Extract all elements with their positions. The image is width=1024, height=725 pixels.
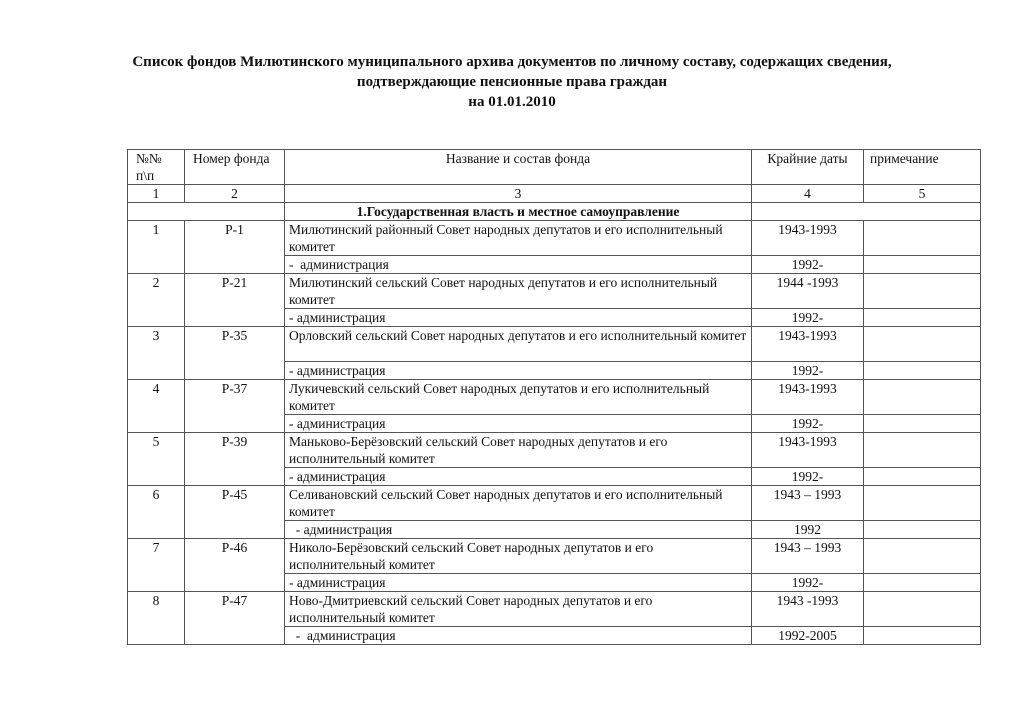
row-num: 3 bbox=[128, 327, 185, 380]
row-num: 4 bbox=[128, 380, 185, 433]
row-note bbox=[864, 327, 981, 362]
row-sub-note bbox=[864, 627, 981, 645]
row-sub-dates: 1992- bbox=[752, 309, 864, 327]
row-note bbox=[864, 380, 981, 415]
table-header-row bbox=[128, 150, 981, 185]
row-sub-name: - администрация bbox=[285, 415, 752, 433]
row-fund-name: Селивановский сельский Совет народных депутатов и его исполнительный комитет bbox=[285, 486, 752, 521]
row-fund-number: Р-35 bbox=[185, 327, 285, 380]
col-number: 5 bbox=[864, 185, 981, 203]
row-sub-note bbox=[864, 521, 981, 539]
row-fund-number: Р-39 bbox=[185, 433, 285, 486]
table-row bbox=[128, 380, 981, 415]
table-row bbox=[128, 539, 981, 574]
row-sub-note bbox=[864, 468, 981, 486]
row-fund-number: Р-45 bbox=[185, 486, 285, 539]
table-row bbox=[128, 274, 981, 309]
title-line-2: подтверждающие пенсионные права граждан bbox=[356, 74, 668, 90]
row-fund-number: Р-37 bbox=[185, 380, 285, 433]
row-sub-note bbox=[864, 256, 981, 274]
row-num: 6 bbox=[128, 486, 185, 539]
row-num: 1 bbox=[128, 221, 185, 274]
col-number: 2 bbox=[185, 185, 285, 203]
row-fund-name: Милютинский сельский Совет народных депутатов и его исполнительный комитет bbox=[285, 274, 752, 309]
header-dates: Крайние даты bbox=[752, 150, 864, 185]
row-sub-name: - администрация bbox=[285, 627, 752, 645]
row-sub-name: - администрация bbox=[285, 256, 752, 274]
row-fund-name: Николо-Берёзовский сельский Совет народных депутатов и его исполнительный комитет bbox=[285, 539, 752, 574]
row-note bbox=[864, 274, 981, 309]
table-row bbox=[128, 486, 981, 521]
row-sub-dates: 1992 bbox=[752, 521, 864, 539]
row-dates: 1943 – 1993 bbox=[752, 486, 864, 521]
row-sub-note bbox=[864, 415, 981, 433]
row-sub-note bbox=[864, 574, 981, 592]
row-fund-name: Милютинский районный Совет народных депутатов и его исполнительный комитет bbox=[285, 221, 752, 256]
row-num: 2 bbox=[128, 274, 185, 327]
row-sub-name: - администрация bbox=[285, 362, 752, 380]
row-note bbox=[864, 486, 981, 521]
row-dates: 1943-1993 bbox=[752, 433, 864, 468]
row-num: 8 bbox=[128, 592, 185, 645]
col-number: 1 bbox=[128, 185, 185, 203]
table-row bbox=[128, 221, 981, 256]
section-title: 1.Государственная власть и местное самоуправление bbox=[285, 203, 752, 221]
row-fund-number: Р-47 bbox=[185, 592, 285, 645]
row-fund-name: Орловский сельский Совет народных депутатов и его исполнительный комитет bbox=[285, 327, 752, 362]
row-dates: 1943 -1993 bbox=[752, 592, 864, 627]
row-note bbox=[864, 433, 981, 468]
table-row bbox=[128, 327, 981, 362]
title-line-1: Список фондов Милютинского муниципального архива документов по личному составу, содержащих сведения, bbox=[132, 54, 892, 70]
row-sub-dates: 1992- bbox=[752, 468, 864, 486]
header-note: примечание bbox=[864, 150, 981, 185]
row-sub-name: - администрация bbox=[285, 521, 752, 539]
table-row bbox=[128, 433, 981, 468]
row-fund-name: Маньково-Берёзовский сельский Совет народных депутатов и его исполнительный комитет bbox=[285, 433, 752, 468]
row-num: 7 bbox=[128, 539, 185, 592]
row-fund-name: Лукичевский сельский Совет народных депутатов и его исполнительный комитет bbox=[285, 380, 752, 415]
row-dates: 1943 – 1993 bbox=[752, 539, 864, 574]
row-sub-name: - администрация bbox=[285, 468, 752, 486]
row-note bbox=[864, 592, 981, 627]
row-fund-number: Р-46 bbox=[185, 539, 285, 592]
row-sub-dates: 1992- bbox=[752, 415, 864, 433]
row-fund-number: Р-1 bbox=[185, 221, 285, 274]
header-fund-number: Номер фонда bbox=[185, 150, 285, 185]
row-sub-name: - администрация bbox=[285, 574, 752, 592]
row-num: 5 bbox=[128, 433, 185, 486]
row-sub-dates: 1992-2005 bbox=[752, 627, 864, 645]
row-sub-dates: 1992- bbox=[752, 256, 864, 274]
row-dates: 1943-1993 bbox=[752, 327, 864, 362]
row-sub-note bbox=[864, 309, 981, 327]
row-fund-name: Ново-Дмитриевский сельский Совет народных депутатов и его исполнительный комитет bbox=[285, 592, 752, 627]
row-dates: 1943-1993 bbox=[752, 380, 864, 415]
row-note bbox=[864, 539, 981, 574]
row-sub-note bbox=[864, 362, 981, 380]
column-numbers-row bbox=[128, 185, 981, 203]
funds-table bbox=[127, 149, 981, 645]
row-sub-name: - администрация bbox=[285, 309, 752, 327]
header-fund-name: Название и состав фонда bbox=[285, 150, 752, 185]
document-title bbox=[0, 52, 1024, 112]
row-dates: 1943-1993 bbox=[752, 221, 864, 256]
row-sub-dates: 1992- bbox=[752, 362, 864, 380]
row-dates: 1944 -1993 bbox=[752, 274, 864, 309]
table-row bbox=[128, 592, 981, 627]
row-note bbox=[864, 221, 981, 256]
row-fund-number: Р-21 bbox=[185, 274, 285, 327]
row-sub-dates: 1992- bbox=[752, 574, 864, 592]
col-number: 4 bbox=[752, 185, 864, 203]
header-num: №№ п\п bbox=[128, 150, 185, 185]
title-line-3: на 01.01.2010 bbox=[468, 94, 556, 110]
section-row bbox=[128, 203, 981, 221]
col-number: 3 bbox=[285, 185, 752, 203]
